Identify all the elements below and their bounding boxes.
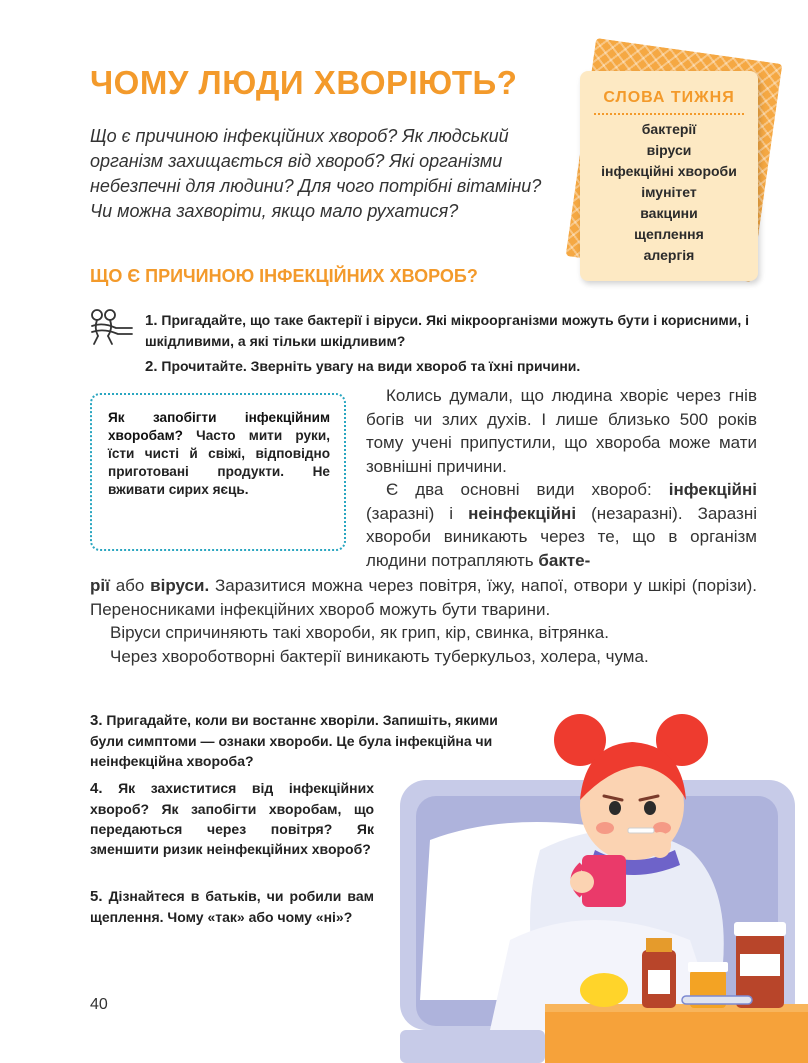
- text-run: або: [109, 576, 151, 595]
- term-bacteria-part: бакте-: [538, 550, 591, 570]
- sick-girl-illustration: [390, 700, 808, 1063]
- task-number: 2.: [145, 358, 158, 375]
- task-number: 4.: [90, 780, 103, 797]
- task-text: Прочитайте. Зверніть увагу на види хвороб та їхні причини.: [161, 358, 581, 374]
- reading-column: [366, 384, 757, 572]
- reading-paragraph-4: Віруси спричиняють такі хвороби, як грип, кір, свинка, вітрянка.: [110, 623, 609, 642]
- term-viruses: віруси.: [150, 576, 210, 595]
- term-bacteria-end: рії: [90, 576, 110, 595]
- task-number: 5.: [90, 888, 103, 905]
- task-2: [145, 356, 757, 377]
- tip-lead: Як запобігти інфекційним хворобам?: [108, 410, 330, 443]
- page-number: 40: [90, 996, 108, 1013]
- page-title: ЧОМУ ЛЮДИ ХВОРІЮТЬ?: [90, 64, 518, 101]
- word-item: вакцини: [640, 205, 698, 221]
- tip-text: [108, 409, 330, 499]
- text-run: Заразитися можна через повітря, їжу, напої, отвори у шкірі (порізи). Переносниками інфекційних хвороб можуть бути тварини.: [90, 576, 757, 619]
- task-text: Пригадайте, що таке бактерії і віруси. Які мікроорганізми можуть бути і корисними, і шкідливими, а які тільки шкідливим?: [145, 312, 750, 349]
- text-run: Є два основні види хвороб:: [386, 480, 669, 499]
- words-of-week-card: [580, 71, 758, 281]
- term-noninfectious: неінфекційні: [468, 503, 577, 523]
- words-list: [580, 119, 758, 266]
- prevention-tip-box: [90, 393, 346, 551]
- word-item: алергія: [643, 247, 695, 263]
- word-item: віруси: [646, 142, 692, 158]
- text-run: (незаразні). Заразні хвороби виникають через те, що в організм людини потрапляють: [366, 503, 757, 570]
- word-item: імунітет: [641, 184, 697, 200]
- word-item: бактерії: [641, 121, 697, 137]
- reading-full-width: [90, 574, 757, 668]
- task-number: 3.: [90, 712, 103, 729]
- reading-paragraph-5: Через хвороботворні бактерії виникають туберкульоз, холера, чума.: [110, 646, 649, 666]
- task-4: [90, 778, 374, 859]
- think-icon: [88, 306, 136, 346]
- reading-paragraph-1: Колись думали, що людина хворіє через гнів богів чи злих духів. І лише близько 500 років тому учені припустили, що хвороба може мати зовнішні причини.: [366, 386, 757, 476]
- term-infectious: інфекційні: [668, 480, 757, 499]
- word-item: щеплення: [634, 226, 704, 242]
- reading-paragraph-3: [90, 574, 757, 621]
- intro-questions: Що є причиною інфекційних хвороб? Як людський організм захищається від хвороб? Які організми небезпечні для людини? Для чого потрібні вітаміни? Чи можна захворіти, якщо мало рухатися?: [90, 126, 542, 221]
- task-number: 1.: [145, 312, 158, 329]
- words-of-week-title: СЛОВА ТИЖНЯ: [603, 89, 735, 106]
- reading-paragraph-2: [366, 478, 757, 572]
- card-divider: [594, 113, 744, 115]
- text-run: (заразні) і: [366, 503, 469, 523]
- task-text: Дізнайтеся в батьків, чи робили вам щеплення. Чому «так» або чому «ні»?: [90, 888, 374, 925]
- task-text: Пригадайте, коли ви востаннє хворіли. Запишіть, якими були симптоми — ознаки хвороби. Це була інфекційна чи неінфекційна хвороба?: [90, 712, 498, 769]
- task-text: Як захиститися від інфекційних хвороб? Як запобігти хворобам, що передаються через повітря? Як зменшити ризик неінфекційних хвороб?: [90, 780, 374, 857]
- section-title: ЩО Є ПРИЧИНОЮ ІНФЕКЦІЙНИХ ХВОРОБ?: [90, 266, 478, 286]
- task-5: [90, 886, 374, 927]
- tip-body: Часто мити руки, їсти чисті й свіжі, відповідно приготовані продукти. Не вживати сирих яєць.: [108, 428, 330, 497]
- word-item: інфекційні хвороби: [601, 163, 737, 179]
- task-1: [145, 310, 757, 351]
